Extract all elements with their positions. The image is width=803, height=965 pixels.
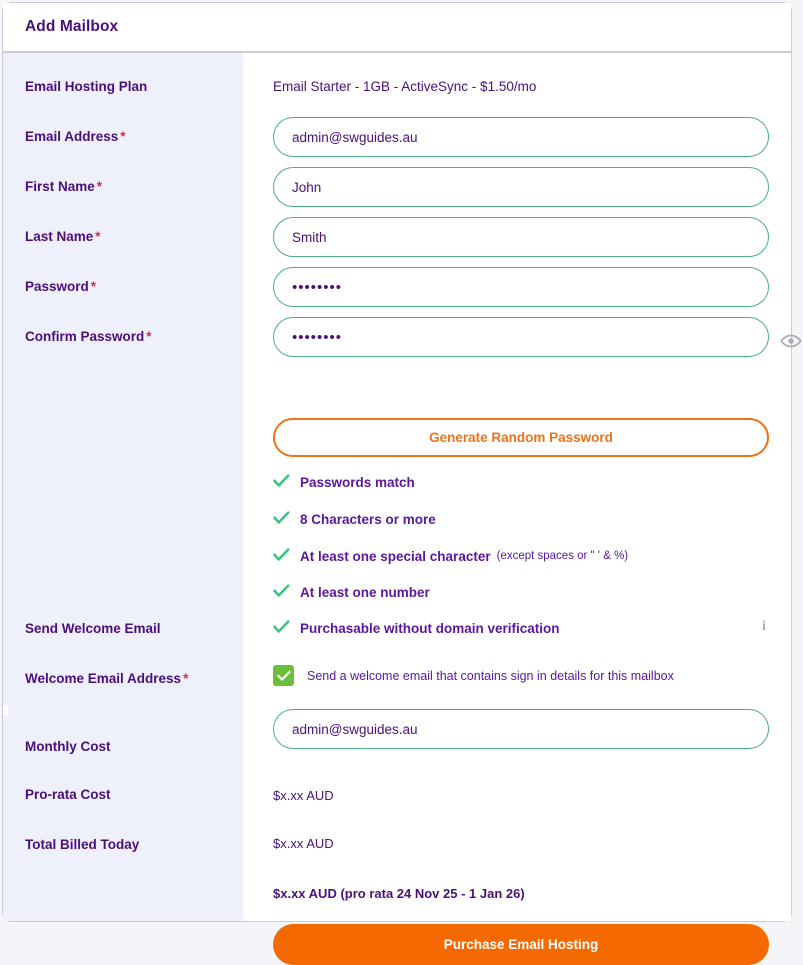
total-billed-today-value: $x.xx AUD (pro rata 24 Nov 25 - 1 Jan 26)	[273, 886, 525, 901]
validation-item-number	[273, 584, 430, 601]
last-name-input[interactable]	[273, 217, 769, 257]
confirm-password-input[interactable]	[273, 317, 769, 357]
check-icon	[273, 511, 291, 528]
label-last-name: Last Name *	[25, 229, 101, 244]
dialog-header	[3, 3, 791, 53]
welcome-email-address-input[interactable]	[273, 709, 769, 749]
validation-text: Purchasable without domain verification	[300, 620, 560, 636]
validation-note: (except spaces or " ' & %)	[496, 550, 629, 563]
email-address-input[interactable]	[273, 117, 769, 157]
send-welcome-email-row[interactable]	[273, 665, 674, 686]
label-welcome-email-address: Welcome Email Address *	[25, 671, 189, 686]
dialog-body	[3, 53, 791, 952]
required-marker: *	[95, 229, 101, 244]
checkmark-icon	[277, 670, 291, 682]
password-input[interactable]	[273, 267, 769, 307]
required-marker: *	[96, 179, 103, 194]
eye-icon[interactable]	[779, 329, 803, 353]
check-icon	[273, 474, 291, 491]
monthly-cost-value: $x.xx AUD	[273, 788, 334, 803]
required-marker: *	[183, 671, 189, 686]
scroll-notch	[3, 705, 8, 715]
email-hosting-plan-value: Email Starter - 1GB - ActiveSync - $1.50/mo	[273, 79, 537, 94]
validation-text: Passwords match	[300, 474, 415, 490]
info-icon[interactable]: i	[762, 619, 766, 634]
check-icon	[273, 620, 291, 637]
label-confirm-password: Confirm Password *	[25, 329, 152, 344]
required-marker: *	[120, 129, 126, 144]
required-marker: *	[90, 279, 97, 294]
label-password: Password *	[25, 279, 97, 294]
form-fields-column	[243, 53, 791, 952]
label-first-name: First Name *	[25, 179, 103, 194]
check-icon	[273, 548, 291, 565]
validation-item-special-character	[273, 548, 628, 565]
purchase-email-hosting-button[interactable]: Purchase Email Hosting	[273, 924, 769, 965]
validation-text: At least one number	[300, 584, 430, 600]
first-name-input[interactable]	[273, 167, 769, 207]
validation-text: At least one special character	[300, 548, 491, 564]
required-marker: *	[146, 329, 152, 344]
page-title: Add Mailbox	[25, 18, 119, 35]
send-welcome-email-checkbox[interactable]	[273, 665, 294, 686]
label-email-hosting-plan: Email Hosting Plan	[25, 79, 148, 94]
label-total-billed-today: Total Billed Today	[25, 837, 140, 852]
validation-item-passwords-match	[273, 474, 415, 491]
label-email-address: Email Address *	[25, 129, 126, 144]
label-send-welcome-email: Send Welcome Email	[25, 621, 161, 636]
form-labels-column	[3, 53, 243, 921]
prorata-cost-value: $x.xx AUD	[273, 836, 334, 851]
label-prorata-cost: Pro-rata Cost	[25, 787, 111, 802]
validation-item-purchasable	[273, 620, 560, 637]
check-icon	[273, 584, 291, 601]
add-mailbox-dialog	[2, 2, 792, 952]
send-welcome-email-label: Send a welcome email that contains sign in details for this mailbox	[307, 668, 674, 683]
validation-text: 8 Characters or more	[300, 511, 436, 527]
generate-random-password-button[interactable]: Generate Random Password	[273, 418, 769, 457]
validation-item-min-length	[273, 511, 436, 528]
label-monthly-cost: Monthly Cost	[25, 739, 111, 754]
